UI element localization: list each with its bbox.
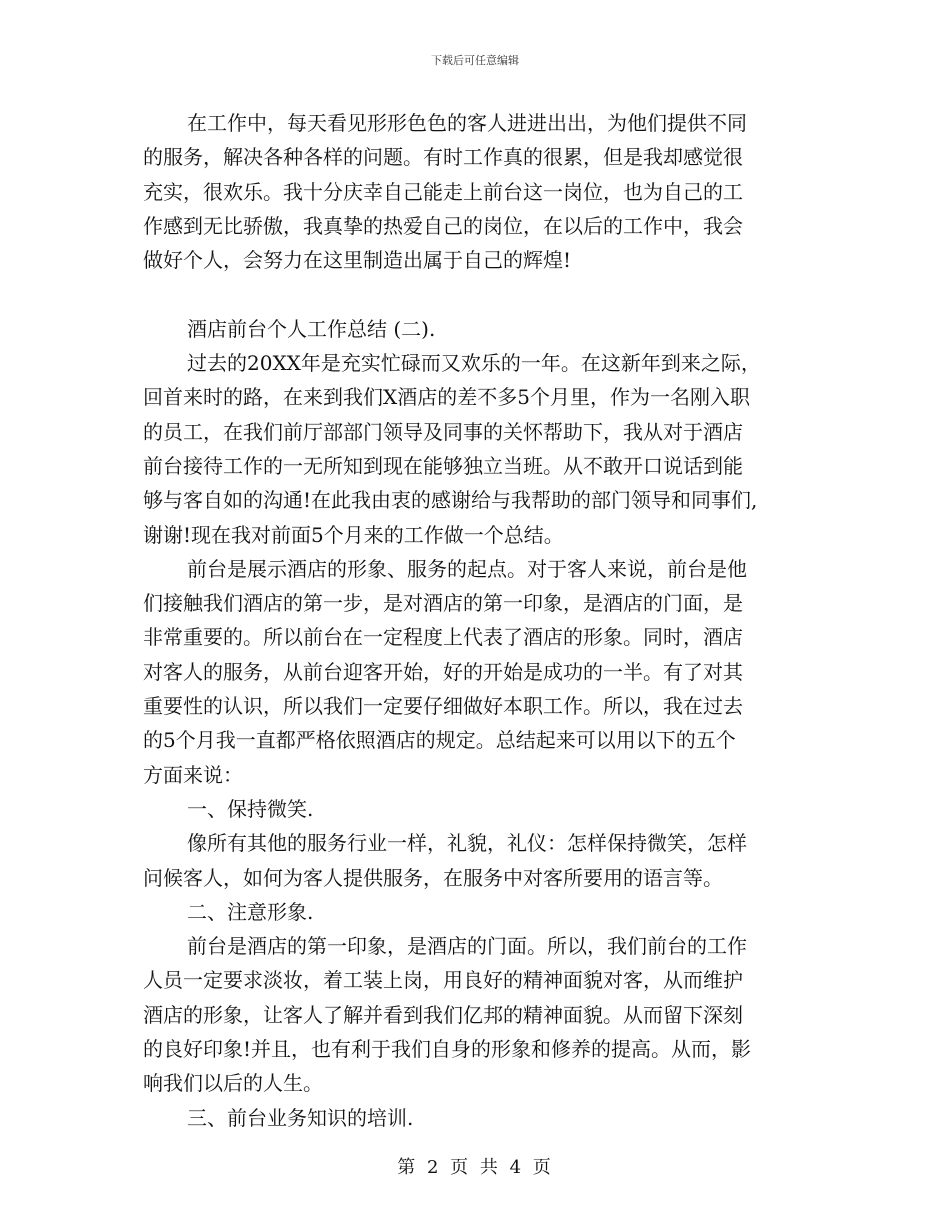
- text-line: 重要性的认识，所以我们一定要仔细做好本职工作。所以，我在过去: [143, 694, 743, 719]
- text-line: 响我们以后的人生。: [143, 1071, 323, 1096]
- text-line: 人员一定要求淡妆，着工装上岗，用良好的精神面貌对客，从而维护: [143, 968, 743, 993]
- text-line: 回首来时的路，在来到我们X酒店的差不多5个月里，作为一名刚入职: [143, 385, 750, 410]
- text-line: 方面来说：: [143, 762, 243, 787]
- text-line: 的5个月我一直都严格依照酒店的规定。总结起来可以用以下的五个: [143, 728, 736, 753]
- list-heading: 三、前台业务知识的培训.: [187, 1105, 414, 1130]
- text-line: 前台是展示酒店的形象、服务的起点。对于客人来说，前台是他: [187, 556, 747, 581]
- text-line: 谢谢!现在我对前面5个月来的工作做一个总结。: [143, 522, 564, 547]
- text-line: 做好个人，会努力在这里制造出属于自己的辉煌!: [143, 248, 572, 273]
- text-line: 的良好印象!并且，也有利于我们自身的形象和修养的提高。从而，影: [143, 1037, 752, 1062]
- text-line: 够与客自如的沟通!在此我由衷的感谢给与我帮助的部门领导和同事们,: [143, 488, 758, 513]
- text-line: 过去的20XX年是充实忙碌而又欢乐的一年。在这新年到来之际，: [187, 351, 761, 376]
- text-line: 充实，很欢乐。我十分庆幸自己能走上前台这一岗位，也为自己的工: [143, 179, 743, 204]
- document-body: [143, 106, 815, 1135]
- text-line: 的服务，解决各种各样的问题。有时工作真的很累，但是我却感觉很: [143, 145, 743, 170]
- list-heading: 一、保持微笑.: [187, 796, 314, 821]
- text-line: 问候客人，如何为客人提供服务，在服务中对客所要用的语言等。: [143, 865, 723, 890]
- text-line: 在工作中，每天看见形形色色的客人进进出出，为他们提供不同: [187, 111, 747, 135]
- page-header: 下载后可任意编辑: [431, 54, 519, 67]
- section-heading: 酒店前台个人工作总结 (二).: [187, 316, 436, 341]
- list-heading: 二、注意形象.: [187, 899, 314, 924]
- text-line: 对客人的服务，从前台迎客开始，好的开始是成功的一半。有了对其: [143, 659, 743, 684]
- text-line: 的员工，在我们前厅部部门领导及同事的关怀帮助下，我从对于酒店: [143, 419, 743, 444]
- text-line: 非常重要的。所以前台在一定程度上代表了酒店的形象。同时，酒店: [143, 625, 743, 650]
- text-line: 酒店的形象，让客人了解并看到我们亿邦的精神面貌。从而留下深刻: [143, 1002, 743, 1027]
- text-line: 前台接待工作的一无所知到现在能够独立当班。从不敢开口说话到能: [143, 453, 743, 478]
- text-line: 像所有其他的服务行业一样，礼貌，礼仪：怎样保持微笑，怎样: [187, 831, 747, 856]
- page-number-footer: 第 2 页 共 4 页: [397, 1157, 553, 1178]
- text-line: 前台是酒店的第一印象，是酒店的门面。所以，我们前台的工作: [187, 934, 747, 959]
- paragraph-gap: [143, 277, 815, 311]
- text-line: 作感到无比骄傲，我真挚的热爱自己的岗位，在以后的工作中，我会: [143, 213, 743, 238]
- text-line: 们接触我们酒店的第一步，是对酒店的第一印象，是酒店的门面，是: [143, 591, 743, 616]
